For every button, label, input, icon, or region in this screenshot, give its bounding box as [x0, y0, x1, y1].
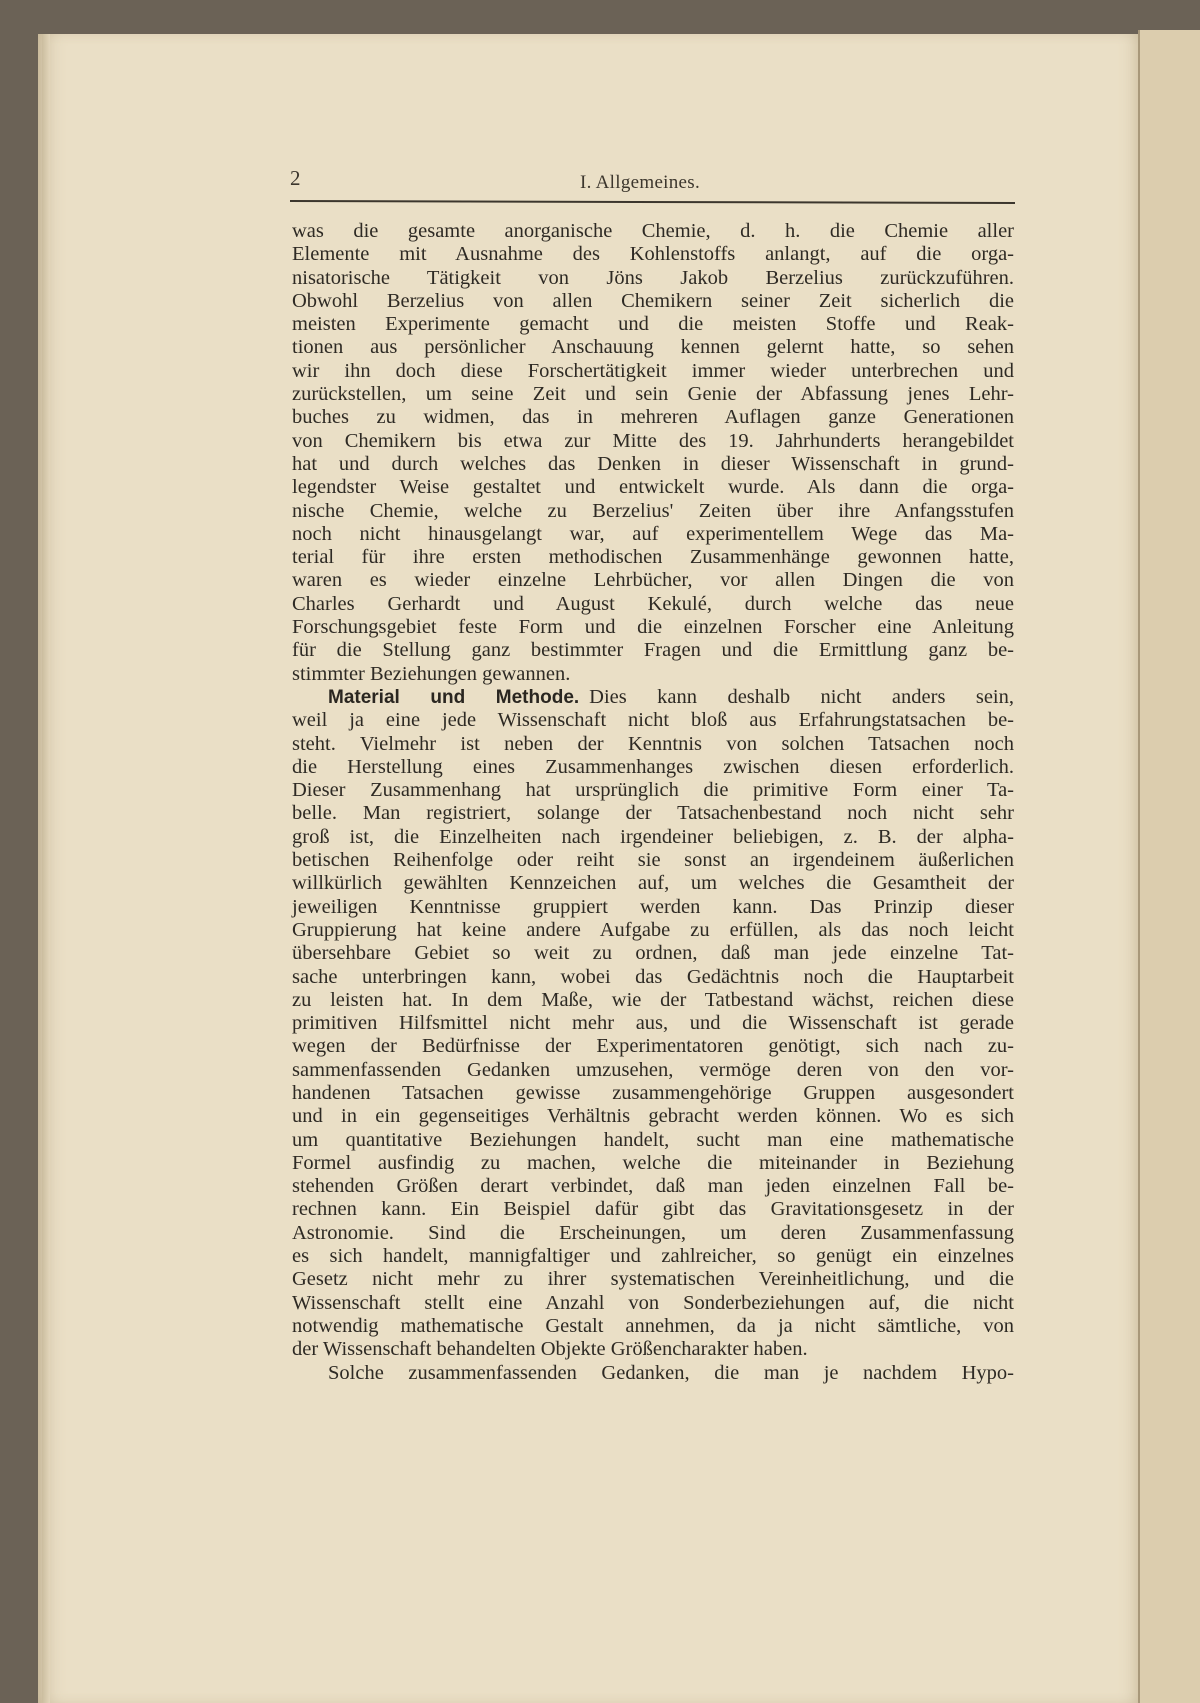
- text-line: [292, 546, 1014, 569]
- text-line: [292, 1245, 1014, 1268]
- page-number: 2: [290, 166, 301, 190]
- text-line: [292, 849, 1014, 872]
- text-line: [292, 1315, 1014, 1338]
- text-line: [292, 639, 1014, 662]
- line-text: meisten Experimente gemacht und die meisten Stoffe und Reak-: [292, 313, 1014, 336]
- text-line: [292, 383, 1014, 406]
- text-line: [292, 1129, 1014, 1152]
- line-text: weil ja eine jede Wissenschaft nicht bloß aus Erfahrungstatsachen be-: [292, 709, 1014, 732]
- line-text: willkürlich gewählten Kennzeichen auf, um welches die Gesamtheit der: [292, 872, 1014, 895]
- text-line: [292, 1105, 1014, 1128]
- line-text: noch nicht hinausgelangt war, auf experimentellem Wege das Ma-: [292, 522, 1014, 545]
- line-text: tionen aus persönlicher Anschauung kennen gelernt hatte, so sehen: [292, 336, 1014, 359]
- line-text: zurückstellen, um seine Zeit und sein Genie der Abfassung jenes Lehr-: [292, 383, 1014, 406]
- line-text: nisatorische Tätigkeit von Jöns Jakob Berzelius zurückzuführen.: [292, 266, 1014, 289]
- text-line: [292, 1198, 1014, 1221]
- line-text: was die gesamte anorganische Chemie, d. h. die Chemie aller: [292, 220, 1014, 242]
- text-line: [292, 779, 1014, 802]
- running-head: I. Allgemeines.: [579, 172, 701, 193]
- text-line: [292, 1268, 1014, 1291]
- text-line: [292, 313, 1014, 336]
- line-text: Formel ausfindig zu machen, welche die miteinander in Beziehung: [292, 1151, 1014, 1174]
- text-line: [292, 1012, 1014, 1035]
- line-text: steht. Vielmehr ist neben der Kenntnis von solchen Tatsachen noch: [292, 732, 1014, 755]
- line-text: die Herstellung eines Zusammenhanges zwischen diesen erforderlich.: [292, 755, 1014, 778]
- line-text: betischen Reihenfolge oder reiht sie sonst an irgendeinem äußerlichen: [292, 849, 1014, 872]
- line-text: primitiven Hilfsmittel nicht mehr aus, und die Wissenschaft ist gerade: [292, 1012, 1014, 1035]
- line-text: buches zu widmen, das in mehreren Auflagen ganze Generationen: [292, 406, 1014, 429]
- text-line: [292, 1059, 1014, 1082]
- line-text: Obwohl Berzelius von allen Chemikern seiner Zeit sicherlich die: [292, 289, 1014, 312]
- text-line: [292, 733, 1014, 756]
- text-line: [292, 966, 1014, 989]
- text-line: [292, 290, 1014, 313]
- line-text: Elemente mit Ausnahme des Kohlenstoffs anlangt, auf die orga-: [292, 243, 1014, 266]
- line-text: nische Chemie, welche zu Berzelius' Zeiten über ihre Anfangsstufen: [292, 499, 1014, 522]
- text-line: [292, 406, 1014, 429]
- body-text: [292, 220, 1014, 1385]
- text-line: [292, 1152, 1014, 1175]
- text-line: [292, 336, 1014, 359]
- text-line: [292, 500, 1014, 523]
- line-text: Charles Gerhardt und August Kekulé, durch welche das neue: [292, 592, 1014, 615]
- text-line: [292, 1082, 1014, 1105]
- line-text: hat und durch welches das Denken in dieser Wissenschaft in grund-: [292, 452, 1014, 475]
- text-line: [292, 1035, 1014, 1058]
- line-text: terial für ihre ersten methodischen Zusammenhänge gewonnen hatte,: [292, 546, 1014, 569]
- text-line: [292, 360, 1014, 383]
- text-line: [292, 1362, 1014, 1385]
- section-heading: Material und Methode.: [328, 686, 580, 708]
- line-text: übersehbare Gebiet so weit zu ordnen, daß man jede einzelne Tat-: [292, 942, 1014, 965]
- text-line: [292, 476, 1014, 499]
- text-line: [292, 616, 1014, 639]
- line-text: zu leisten hat. In dem Maße, wie der Tatbestand wächst, reichen diese: [292, 988, 1014, 1011]
- text-line: [292, 453, 1014, 476]
- line-text: handenen Tatsachen gewisse zusammengehörige Gruppen ausgesondert: [292, 1081, 1014, 1104]
- text-line: [292, 1292, 1014, 1315]
- line-text: und in ein gegenseitiges Verhältnis gebracht werden können. Wo es sich: [292, 1105, 1014, 1128]
- text-line: [292, 220, 1014, 243]
- text-line: [292, 942, 1014, 965]
- text-line: [292, 243, 1014, 266]
- facing-page-edge: [1138, 30, 1200, 1703]
- line-text: sache unterbringen kann, wobei das Gedächtnis noch die Hauptarbeit: [292, 965, 1014, 988]
- line-text: jeweiligen Kenntnisse gruppiert werden kann. Das Prinzip dieser: [292, 895, 1014, 918]
- line-text: Forschungsgebiet feste Form und die einzelnen Forscher eine Anleitung: [292, 616, 1014, 639]
- text-line: [292, 896, 1014, 919]
- line-text: von Chemikern bis etwa zur Mitte des 19. Jahrhunderts herangebildet: [292, 429, 1014, 452]
- text-line: [292, 919, 1014, 942]
- text-line: [292, 872, 1014, 895]
- text-line: [292, 267, 1014, 290]
- line-text: notwendig mathematische Gestalt annehmen, da ja nicht sämtliche, von: [292, 1314, 1014, 1337]
- line-text: belle. Man registriert, solange der Tatsachenbestand noch nicht sehr: [292, 802, 1014, 825]
- text-line: [292, 430, 1014, 453]
- text-line: [292, 663, 1014, 686]
- text-line: [292, 709, 1014, 732]
- line-text: legendster Weise gestaltet und entwickelt wurde. Als dann die orga-: [292, 476, 1014, 499]
- text-line: [292, 686, 1014, 709]
- text-line: [292, 1338, 1014, 1361]
- line-text: der Wissenschaft behandelten Objekte Größencharakter haben.: [292, 1338, 808, 1361]
- line-text: Gruppierung hat keine andere Aufgabe zu erfüllen, als das noch leicht: [292, 918, 1014, 941]
- text-line: [292, 756, 1014, 779]
- text-line: [292, 1222, 1014, 1245]
- text-line: [292, 593, 1014, 616]
- line-text: wegen der Bedürfnisse der Experimentatoren genötigt, sich nach zu-: [292, 1035, 1014, 1058]
- line-text: waren es wieder einzelne Lehrbücher, vor allen Dingen die von: [292, 569, 1014, 592]
- text-line: [292, 1175, 1014, 1198]
- line-text: wir ihn doch diese Forschertätigkeit immer wieder unterbrechen und: [292, 359, 1014, 382]
- line-text: Wissenschaft stellt eine Anzahl von Sonderbeziehungen auf, die nicht: [292, 1291, 1014, 1314]
- line-text: rechnen kann. Ein Beispiel dafür gibt das Gravitationsgesetz in der: [292, 1198, 1014, 1221]
- line-text: stehenden Größen derart verbindet, daß man jeden einzelnen Fall be-: [292, 1175, 1014, 1198]
- line-text: groß ist, die Einzelheiten nach irgendeiner beliebigen, z. B. der alpha-: [292, 825, 1014, 848]
- page-gutter: [42, 34, 50, 1703]
- line-text: es sich handelt, mannigfaltiger und zahlreicher, so genügt ein einzelnes: [292, 1245, 1014, 1268]
- line-text: Astronomie. Sind die Erscheinungen, um deren Zusammenfassung: [292, 1221, 1014, 1244]
- text-line: [292, 802, 1014, 825]
- text-line: [292, 569, 1014, 592]
- heading-run-in-text: Dies kann deshalb nicht anders sein,: [589, 685, 1014, 708]
- line-text: Solche zusammenfassenden Gedanken, die man je nachdem Hypo-: [328, 1361, 1014, 1384]
- line-text: [328, 686, 1014, 709]
- text-line: [292, 826, 1014, 849]
- line-text: Dieser Zusammenhang hat ursprünglich die primitive Form einer Ta-: [292, 779, 1014, 802]
- line-text: Gesetz nicht mehr zu ihrer systematischen Vereinheitlichung, und die: [292, 1268, 1014, 1291]
- text-line: [292, 989, 1014, 1012]
- line-text: stimmter Beziehungen gewannen.: [292, 662, 571, 685]
- text-line: [292, 523, 1014, 546]
- line-text: um quantitative Beziehungen handelt, sucht man eine mathematische: [292, 1128, 1014, 1151]
- line-text: für die Stellung ganz bestimmter Fragen und die Ermittlung ganz be-: [292, 639, 1014, 662]
- line-text: sammenfassenden Gedanken umzusehen, vermöge deren von den vor-: [292, 1058, 1014, 1081]
